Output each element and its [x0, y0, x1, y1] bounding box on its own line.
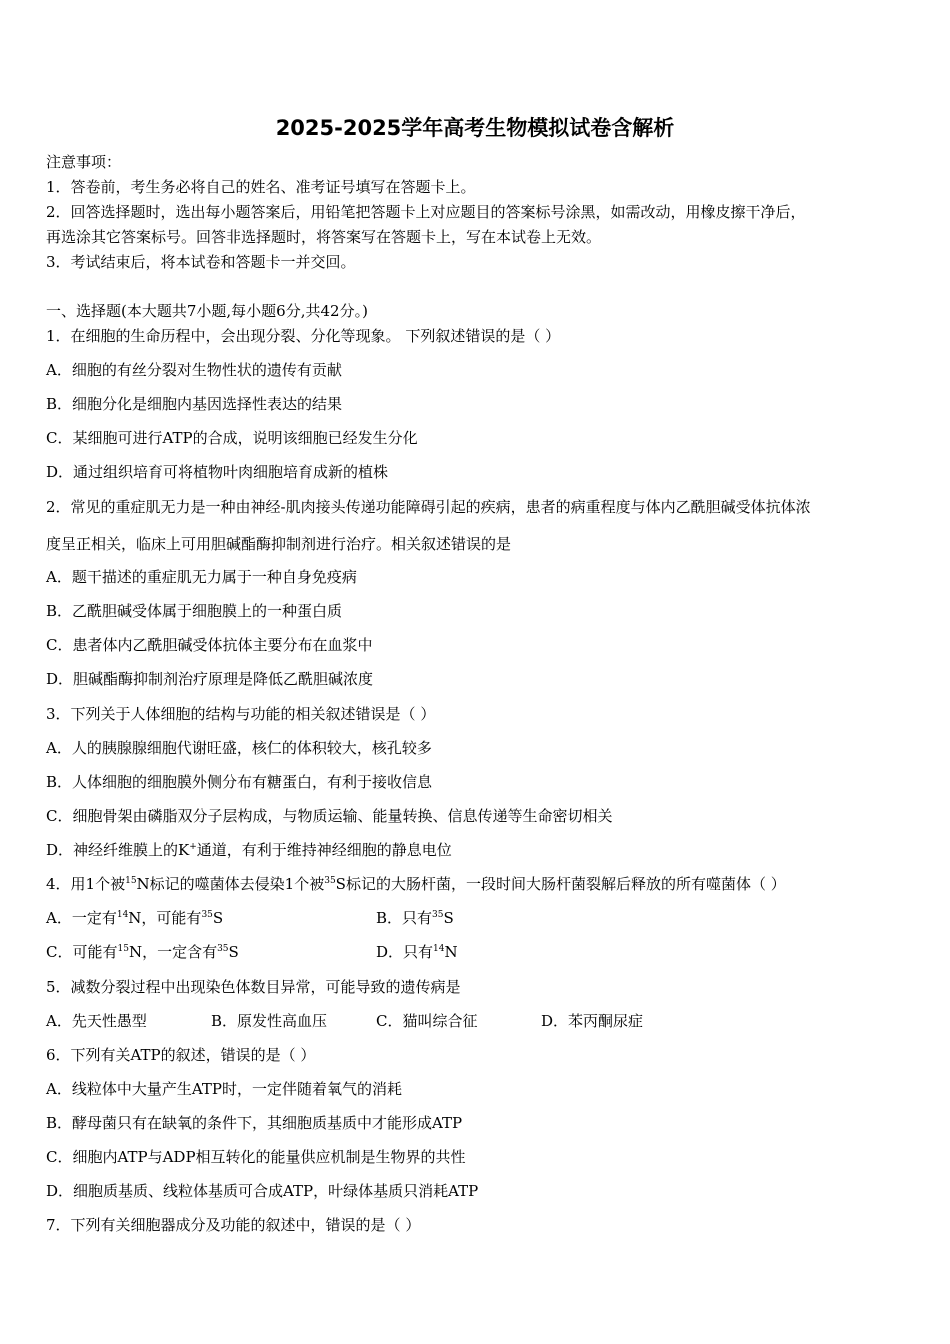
text-segment: 通道，有利于维持神经细胞的静息电位	[196, 841, 452, 859]
text-segment: S	[228, 943, 239, 961]
page-title: 2025-2025学年高考生物模拟试卷含解析	[275, 116, 675, 140]
text-segment: A．一定有	[46, 909, 117, 927]
question-2-stem-line1: 2．常见的重症肌无力是一种由神经-肌肉接头传递功能障碍引起的疾病，患者的病重程度与体内乙酰胆碱受体抗体浓	[46, 498, 811, 516]
question-3-option-b: B．人体细胞的细胞膜外侧分布有糖蛋白，有利于接收信息	[46, 773, 433, 791]
text-segment: C．可能有	[46, 943, 118, 961]
question-1-option-d: D．通过组织培育可将植物叶肉细胞培育成新的植株	[46, 463, 389, 481]
text-segment: N，一定含有	[128, 943, 218, 961]
question-4-option-d	[376, 942, 458, 962]
text-segment: S	[212, 909, 224, 927]
question-5-option-d: D．苯丙酮尿症	[541, 1012, 644, 1030]
question-1-option-a: A．细胞的有丝分裂对生物性状的遗传有贡献	[46, 361, 342, 379]
section-heading: 一、选择题(本大题共7小题,每小题6分,共42分。)	[46, 302, 368, 320]
text-segment: N	[444, 943, 458, 961]
question-3-option-c: C．细胞骨架由磷脂双分子层构成，与物质运输、能量转换、信息传递等生命密切相关	[46, 807, 613, 825]
question-4-option-a	[46, 908, 223, 928]
notice-item: 2．回答选择题时，选出每小题答案后，用铅笔把答题卡上对应题目的答案标号涂黑，如需改动，用橡皮擦干净后，	[46, 203, 806, 221]
notice-item: 1．答卷前，考生务必将自己的姓名、准考证号填写在答题卡上。	[46, 178, 476, 196]
question-2-option-a: A．题干描述的重症肌无力属于一种自身免疫病	[46, 568, 357, 586]
question-1-stem: 1．在细胞的生命历程中，会出现分裂、分化等现象。 下列叙述错误的是（ ）	[46, 327, 561, 345]
question-4-option-b	[376, 908, 454, 928]
question-4-stem	[46, 874, 786, 894]
text-segment: D．只有	[376, 943, 434, 961]
superscript: 35	[217, 944, 229, 954]
question-1-option-c: C．某细胞可进行ATP的合成，说明该细胞已经发生分化	[46, 429, 418, 447]
text-segment: 4．用1个被	[46, 875, 126, 893]
question-1-option-b: B．细胞分化是细胞内基因选择性表达的结果	[46, 395, 343, 413]
question-6-option-d: D．细胞质基质、线粒体基质可合成ATP，叶绿体基质只消耗ATP	[46, 1182, 479, 1200]
text-segment: B．只有	[376, 909, 433, 927]
question-6-option-b: B．酵母菌只有在缺氧的条件下，其细胞质基质中才能形成ATP	[46, 1114, 463, 1132]
text-segment: D．神经纤维膜上的K	[46, 841, 190, 859]
text-segment: S	[443, 909, 454, 927]
question-3-stem: 3．下列关于人体细胞的结构与功能的相关叙述错误是（ ）	[46, 705, 436, 723]
question-3-option-d	[46, 840, 452, 860]
question-6-option-a: A．线粒体中大量产生ATP时，一定伴随着氧气的消耗	[46, 1080, 402, 1098]
question-3-option-a: A．人的胰腺腺细胞代谢旺盛，核仁的体积较大，核孔较多	[46, 739, 432, 757]
question-2-option-d: D．胆碱酯酶抑制剂治疗原理是降低乙酰胆碱浓度	[46, 670, 374, 688]
notice-heading: 注意事项：	[46, 153, 122, 171]
question-7-stem: 7．下列有关细胞器成分及功能的叙述中，错误的是（ ）	[46, 1216, 421, 1234]
superscript: 15	[117, 944, 129, 954]
question-2-option-c: C．患者体内乙酰胆碱受体抗体主要分布在血浆中	[46, 636, 373, 654]
superscript: +	[189, 842, 197, 852]
question-5-stem: 5．减数分裂过程中出现染色体数目异常，可能导致的遗传病是	[46, 978, 461, 996]
superscript: 14	[433, 944, 445, 954]
superscript: 35	[201, 910, 213, 920]
question-5-option-b: B．原发性高血压	[211, 1012, 328, 1030]
question-5-option-a: A．先天性愚型	[46, 1012, 147, 1030]
question-4-option-c	[46, 942, 239, 962]
text-segment: N标记的噬菌体去侵染1个被	[136, 875, 325, 893]
question-5-option-c: C．猫叫综合征	[376, 1012, 478, 1030]
superscript: 15	[125, 876, 137, 886]
question-6-stem: 6．下列有关ATP的叙述，错误的是（ ）	[46, 1046, 316, 1064]
question-2-stem-line2: 度呈正相关，临床上可用胆碱酯酶抑制剂进行治疗。相关叙述错误的是	[46, 535, 512, 553]
question-2-option-b: B．乙酰胆碱受体属于细胞膜上的一种蛋白质	[46, 602, 343, 620]
notice-item: 再选涂其它答案标号。回答非选择题时，将答案写在答题卡上，写在本试卷上无效。	[46, 228, 602, 246]
superscript: 35	[432, 910, 444, 920]
notice-item: 3．考试结束后，将本试卷和答题卡一并交回。	[46, 253, 356, 271]
text-segment: N，可能有	[128, 909, 202, 927]
text-segment: S标记的大肠杆菌，一段时间大肠杆菌裂解后释放的所有噬菌体（ ）	[335, 875, 786, 893]
superscript: 35	[324, 876, 336, 886]
superscript: 14	[116, 910, 129, 920]
question-6-option-c: C．细胞内ATP与ADP相互转化的能量供应机制是生物界的共性	[46, 1148, 466, 1166]
